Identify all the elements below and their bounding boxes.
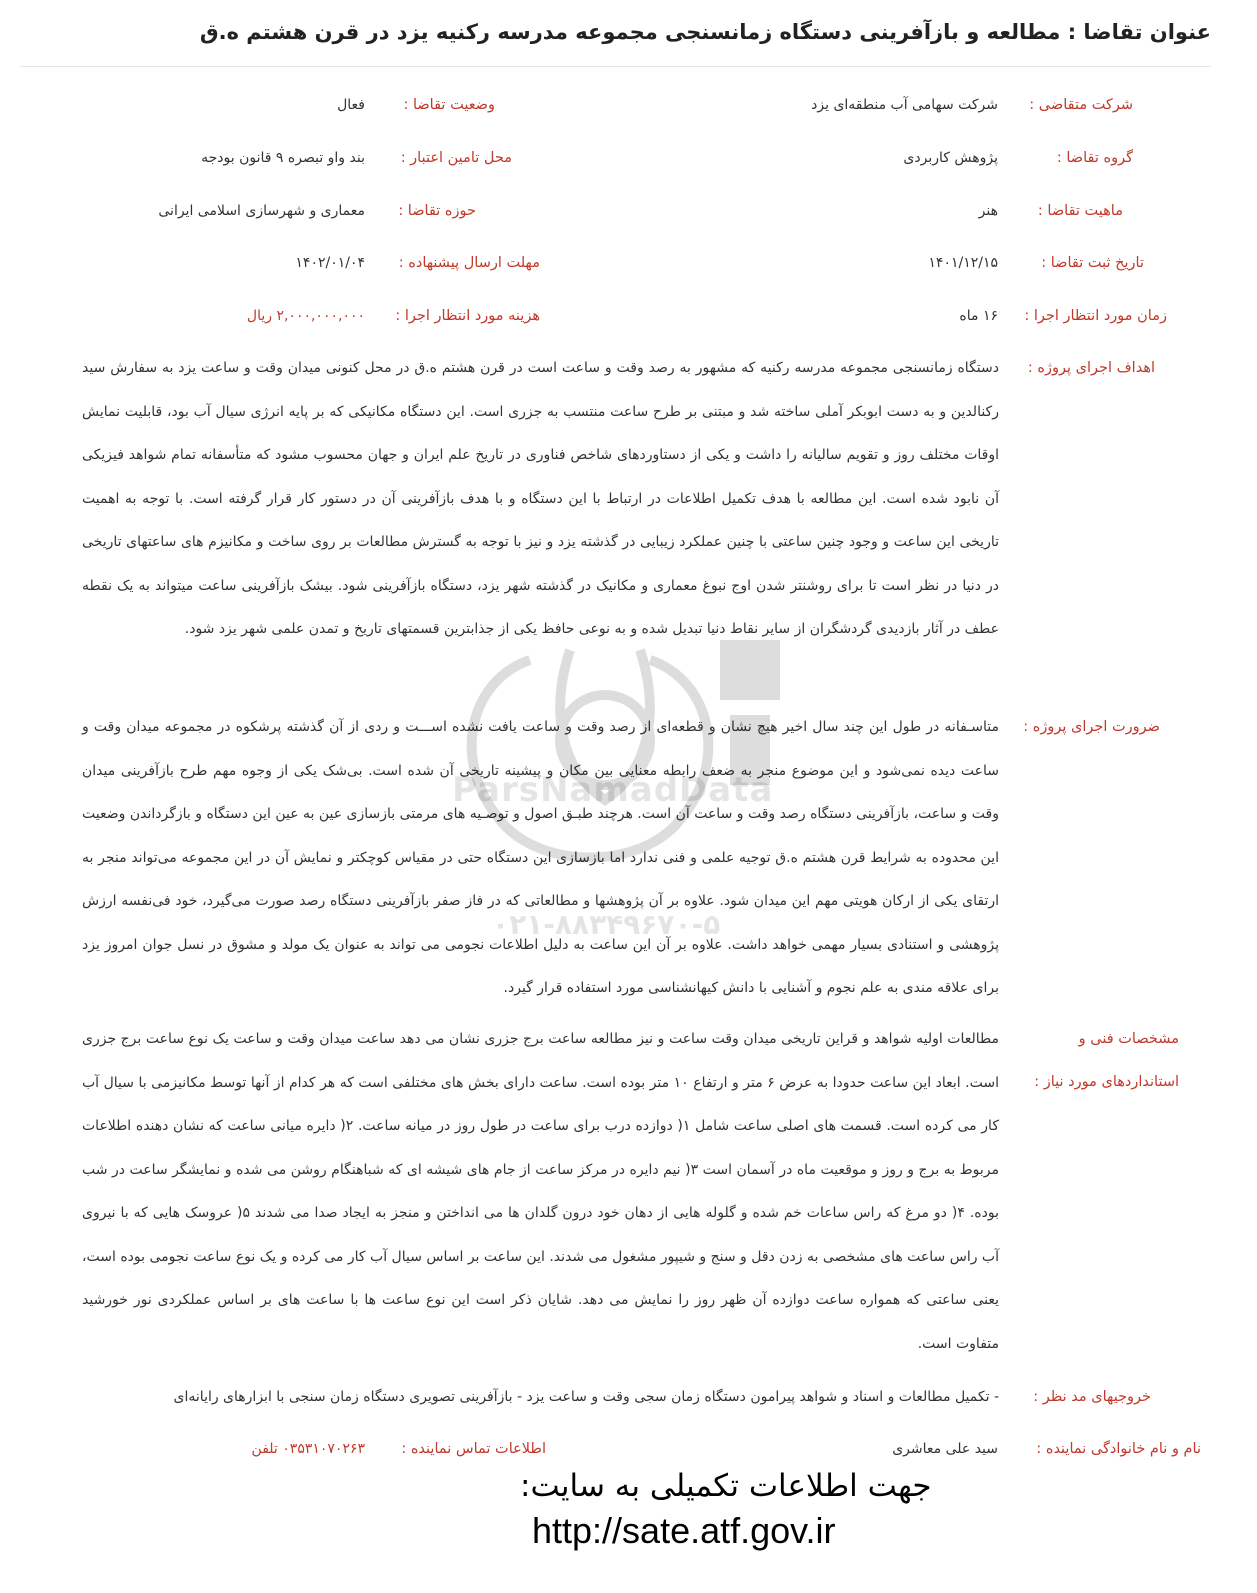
duration-label: زمان مورد انتظار اجرا : — [1024, 308, 1167, 324]
cost-value: ۲,۰۰۰,۰۰۰,۰۰۰ ریال — [246, 308, 365, 324]
deadline-value: ۱۴۰۲/۰۱/۰۴ — [295, 255, 365, 271]
representative-name-value: سید علی معاشری — [892, 1441, 998, 1457]
outputs-text: - تکمیل مطالعات و اسناد و شواهد پیرامون دستگاه زمان سجی وقت و ساعت یزد - بازآفرینی تصویری دستگاه زمان سنجی با ابزارهای رایانه‌ای — [173, 1389, 999, 1405]
representative-contact-label: اطلاعات تماس نماینده : — [401, 1441, 546, 1457]
status-label: وضعیت تقاضا : — [403, 97, 495, 113]
title-divider — [20, 66, 1211, 67]
page-title: عنوان تقاضا : مطالعه و بازآفرینی دستگاه زمانسنجی مجموعه مدرسه رکنیه یزد در قرن هشتم ه.ق — [199, 20, 1211, 44]
funding-label: محل تامین اعتبار : — [400, 150, 512, 166]
footer-url-link[interactable]: http://sate.atf.gov.ir — [532, 1510, 836, 1551]
footer-note: جهت اطلاعات تکمیلی به سایت: — [520, 1468, 932, 1504]
nature-label: ماهیت تقاضا : — [1037, 203, 1123, 219]
regdate-value: ۱۴۰۱/۱۲/۱۵ — [928, 255, 998, 271]
regdate-label: تاریخ ثبت تقاضا : — [1041, 255, 1144, 271]
watermark-phone: ۰۲۱-۸۸۳۴۹۶۷۰-۵ — [492, 908, 721, 941]
necessity-text: متاسـفانه در طول این چند سال اخیر هیچ نشان و قطعه‌ای از رصد وقت و ساعت یافت نشده اســـت و ردی از آن گذشته پرشکوه در مجموعه میدان وقت و ساعت دیده نمی‌شود و این موضوع منجر به ضعف رابطه معنایی بین مکان و پیشینه تاریخی آن شده است. بی‌شک یکی از وجوه مهم طرح بازآفرینی میدان وقت و ساعت، بازآفرینی دستگاه رصد وقت و ساعت آن است. هرچند طبـق اصول و توصـیه های مرمتی بازسازی عین به عین این دستگاه و بازگرداندن وضعیت این محدوده به شرایط قرن هشتم ه.ق توجیه علمی و فنی ندارد اما بازسازی این دستگاه حتی در مقیاس کوچکتر و نمایش آن در این مجموعه می‌تواند منجر به ارتقای یکی از ارکان هویتی مهم این میدان شود. علاوه بر آن پژوهشها و مطالعاتی که در فاز صفر بازآفرینی دستگاه رصد صورت می‌گیرد، خود فی‌نفسه ارزش پژوهشی و استنادی بسیار مهمی خواهد داشت. علاوه بر آن این ساعت به دلیل اطلاعات نجومی می تواند به عنوان یک مولد و مشوق در نسل جوان امروز یزد برای علاقه مندی به علم نجوم و آشنایی با دانش کیهانشناسی مورد استفاده قرار گیرد. — [82, 719, 999, 996]
necessity-label: ضرورت اجرای پروژه : — [1023, 719, 1160, 735]
company-value: شرکت سهامی آب منطقه‌ای یزد — [811, 97, 998, 113]
nature-value: هنر — [978, 203, 998, 219]
group-label: گروه تقاضا : — [1056, 150, 1133, 166]
duration-value: ۱۶ ماه — [959, 308, 998, 324]
outputs-label: خروجیهای مد نظر : — [1033, 1389, 1151, 1405]
group-value: پژوهش کاربردی — [903, 150, 998, 166]
specs-text: مطالعات اولیه شواهد و قراین تاریخی میدان وقت ساعت و نیز مطالعه ساعت برج جزری نشان می دهد ساعت میدان وقت و ساعت یک نوع ساعت برج جزری است. ابعاد این ساعت حدودا به عرض ۶ متر و ارتفاع ۱۰ متر بوده است. ساعت دارای بخش های مختلفی است که هر کدام از آنها توسط مکانیزمی با سیال آب کار می کرده است. قسمت های اصلی ساعت شامل ۱( دوازده درب برای ساعت در طول روز در میانه ساعت. ۲( دایره میانی ساعت که نشان دهنده اطلاعات مربوط به برج و روز و موقعیت ماه در آسمان است ۳( نیم دایره در مرکز ساعت از جام های شیشه ای که شباهنگام روشن می شده و نمایشگر ساعت در شب بوده. ۴( دو مرغ که راس ساعات خم شده و گلوله هایی از دهان خود درون گلدان ها می انداختن و منجز به ایجاد صدا می شدند ۵( عروسک هایی که با نیروی آب راس ساعت های مشخصی به زدن دقل و سنج و شیپور مشغول می شدند. این ساعت بر اساس سیال آب کار می کرده و یک نوع ساعت نجومی بوده است، یعنی ساعتی که همواره ساعت دوازده آن ظهر روز را نمایش می دهد. شایان ذکر است این نوع ساعت ها با ساعت های بر اساس عملکردی نور خورشید متفاوت است. — [82, 1031, 999, 1352]
deadline-label: مهلت ارسال پیشنهاده : — [398, 255, 540, 271]
goals-text: دستگاه زمانسنجی مجموعه مدرسه رکنیه که مشهور به رصد وقت و ساعت است در قرن هشتم ه.ق در محل کنونی میدان وقت و ساعت یزد به سفارش سید رکنالدین و به دست ابوبکر آملی ساخته شد و مبتنی بر طرح ساعت منتسب به جزری است. این دستگاه مکانیکی که بر پایه انرژی سیال آب بود، قابلیت نمایش اوقات مختلف روز و تقویم سالیانه را داشت و یکی از دستاوردهای شاخص فناوری در تاریخ علم ایران و جهان محسوب مشود که متأسفانه تمام شواهد فیزیکی آن نابود شده است. این مطالعه با هدف تکمیل اطلاعات در ارتباط با این دستگاه و با هدف بازآفرینی آن در دستور کار قرار گرفته است. با توجه به اهمیت تاریخی این ساعت و وجود چنین ساعتی با چنین عملکرد زیبایی در گذشته یزد و نیز با توجه به گسترش مطالعات بر روی ساخت و مکانیزم های ساعتهای تاریخی در دنیا در نظر است تا برای روشنتر شدن اوج نبوغ معماری و مکانیک در گذشته شهر یزد، دستگاه بازآفرینی شود. بیشک بازآفرینی ساعت میتواند به یک نقطه عطف در آثار بازدیدی گردشگران از سایر نقاط دنیا تبدیل شده و به نوعی حافظ یکی از جذابترین قسمتهای تاریخ و تمدن علمی شهر یزد شود. — [82, 360, 999, 637]
watermark-brand: ParsNamadData — [452, 770, 774, 810]
funding-value: بند واو تبصره ۹ قانون بودجه — [201, 150, 365, 166]
specs-label: مشخصات فنی و استانداردهای مورد نیاز : — [1034, 1031, 1179, 1090]
goals-label: اهداف اجرای پروژه : — [1027, 360, 1155, 376]
cost-label: هزینه مورد انتظار اجرا : — [395, 308, 540, 324]
representative-contact-value: ۰۳۵۳۱۰۷۰۲۶۳ تلفن — [251, 1441, 365, 1457]
domain-value: معماری و شهرسازی اسلامی ایرانی — [158, 203, 365, 219]
company-label: شرکت متقاضی : — [1029, 97, 1133, 113]
domain-label: حوزه تقاضا : — [398, 203, 476, 219]
representative-name-label: نام و نام خانوادگی نماینده : — [1036, 1441, 1201, 1457]
status-value: فعال — [337, 97, 365, 113]
